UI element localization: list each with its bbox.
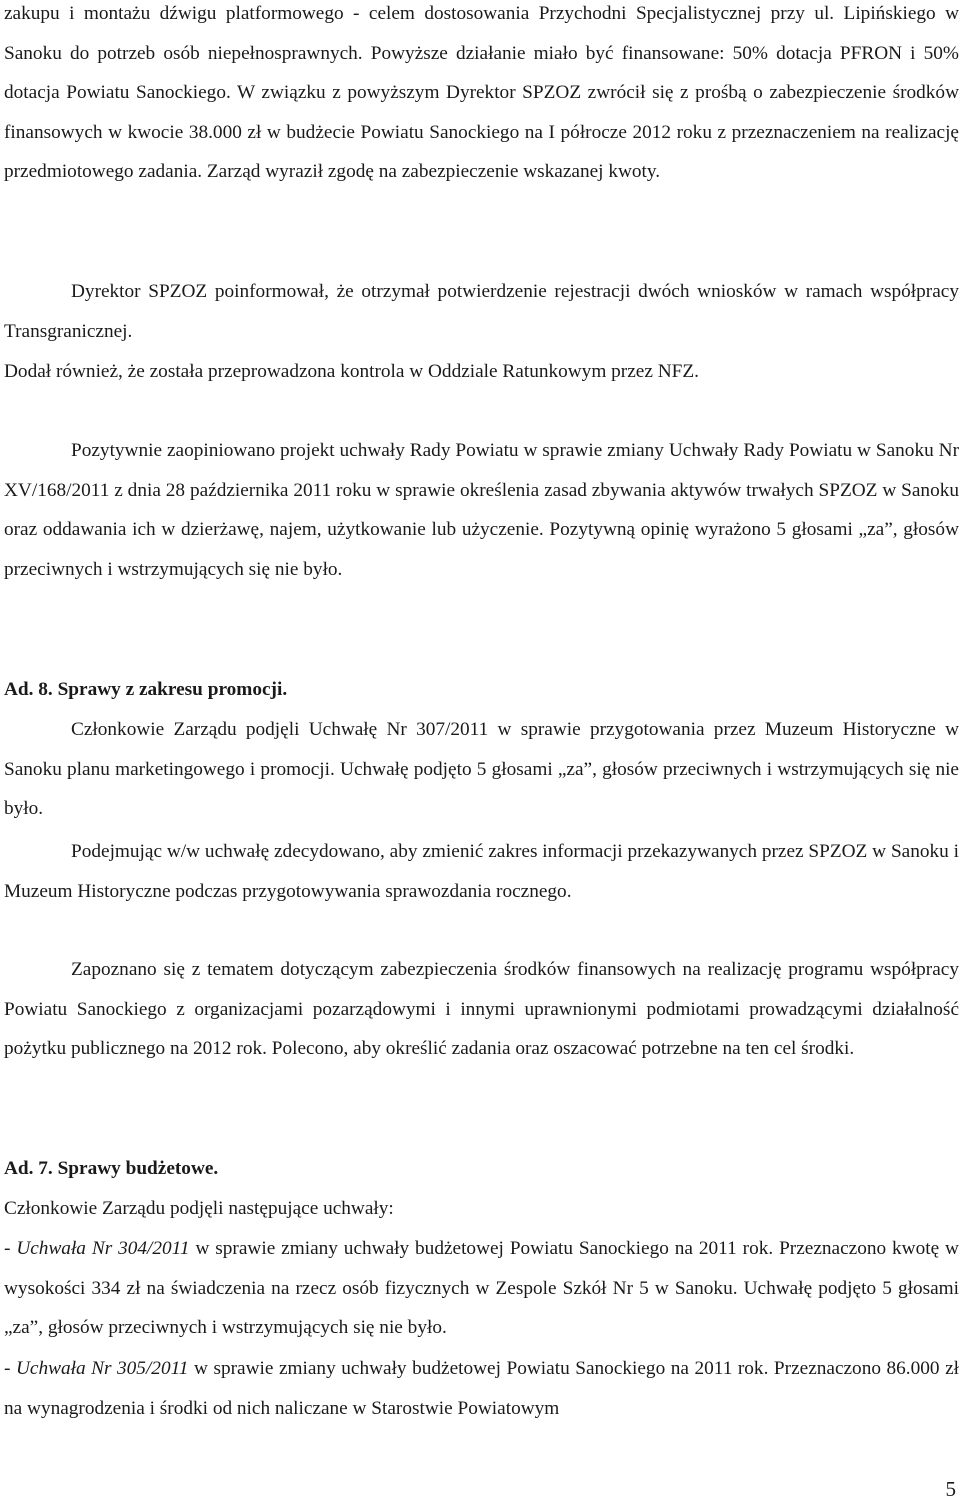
paragraph-uchwala-307: Członkowie Zarządu podjęli Uchwałę Nr 307/2011 w sprawie przygotowania przez Muzeum Historyczne w Sanoku planu marketingowego i promocji. Uchwałę podjęto 5 głosami „za”, głosów przeciwnych i wstrzymujących się nie było. [4, 719, 959, 820]
list-item-uchwala-305 [4, 1349, 959, 1428]
uchwala-304-text: w sprawie zmiany uchwały budżetowej Powiatu Sanockiego na 2011 rok. Przeznaczono kwotę w wysokości 334 zł na świadczenia na rzecz osób fizycznych w Zespole Szkół Nr 5 w Sanoku. Uchwałę podjęto 5 głosami „za”, głosów przeciwnych i wstrzymujących się nie było. [4, 1238, 959, 1339]
paragraph-wnioski-transgraniczne: Dyrektor SPZOZ poinformował, że otrzymał potwierdzenie rejestracji dwóch wniosków w ramach współpracy Transgranicznej. [4, 281, 959, 342]
paragraph-kontrola-nfz: Dodał również, że została przeprowadzona kontrola w Oddziale Ratunkowym przez NFZ. [4, 361, 699, 382]
paragraph-opinia-uchwala: Pozytywnie zaopiniowano projekt uchwały Rady Powiatu w sprawie zmiany Uchwały Rady Powiatu w Sanoku Nr XV/168/2011 z dnia 28 października 2011 roku w sprawie określenia zasad zbywania aktywów trwałych SPZOZ w Sanoku oraz oddawania ich w dzierżawę, najem, użytkowanie lub użyczenie. Pozytywną opinię wyrażono 5 głosami „za”, głosów przeciwnych i wstrzymujących się nie było. [4, 440, 959, 580]
uchwala-305-title: Uchwała Nr 305/2011 [15, 1358, 189, 1379]
page-number: 5 [945, 1477, 956, 1501]
heading-ad7-budzet: Ad. 7. Sprawy budżetowe. [4, 1158, 219, 1179]
paragraph-zakres-informacji: Podejmując w/w uchwałę zdecydowano, aby zmienić zakres informacji przekazywanych przez SPZOZ w Sanoku i Muzeum Historyczne podczas przygotowywania sprawozdania rocznego. [4, 841, 959, 902]
paragraph-uchwaly-intro: Członkowie Zarządu podjęli następujące uchwały: [4, 1198, 394, 1219]
list-item-uchwala-304 [4, 1229, 959, 1348]
paragraph-program-wspolpracy: Zapoznano się z tematem dotyczącym zabezpieczenia środków finansowych na realizację programu współpracy Powiatu Sanockiego z organizacjami pozarządowymi i innymi uprawnionymi podmiotami prowadzącymi działalność pożytku publicznego na 2012 rok. Polecono, aby określić zadania oraz oszacować potrzebne na ten cel środki. [4, 959, 959, 1060]
uchwala-305-text: w sprawie zmiany uchwały budżetowej Powiatu Sanockiego na 2011 rok. Przeznaczono 86.000 zł na wynagrodzenia i środki od nich naliczane w Starostwie Powiatowym [4, 1358, 959, 1419]
paragraph-dzwig-platformowy: zakupu i montażu dźwigu platformowego - celem dostosowania Przychodni Specjalistycznej przy ul. Lipińskiego w Sanoku do potrzeb osób niepełnosprawnych. Powyższe działanie miało być finansowane: 50% dotacja PFRON i 50% dotacja Powiatu Sanockiego. W związku z powyższym Dyrektor SPZOZ zwrócił się z prośbą o zabezpieczenie środków finansowych w kwocie 38.000 zł w budżecie Powiatu Sanockiego na I półrocze 2012 roku z przeznaczeniem na realizację przedmiotowego zadania. Zarząd wyraził zgodę na zabezpieczenie wskazanej kwoty. [4, 3, 959, 183]
uchwala-304-title: Uchwała Nr 304/2011 [16, 1238, 190, 1259]
list-dash: - [4, 1358, 16, 1379]
heading-ad8-promocja: Ad. 8. Sprawy z zakresu promocji. [4, 679, 288, 700]
list-dash: - [4, 1238, 17, 1259]
